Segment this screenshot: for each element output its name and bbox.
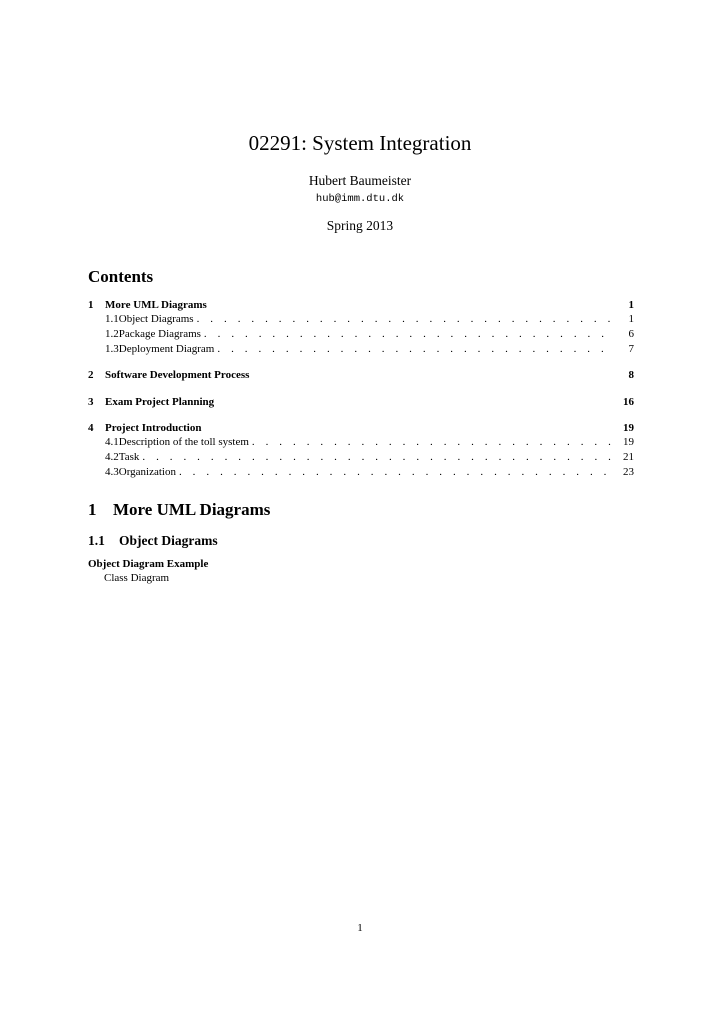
toc-entry-label: More UML Diagrams — [105, 299, 207, 311]
toc-entry-number: 4 — [88, 422, 94, 434]
toc-entry-page: 1 — [628, 299, 634, 311]
toc-entry-number: 1.1 — [105, 313, 119, 325]
toc-entry-label: Description of the toll system — [118, 436, 249, 448]
toc-entry-label: Package Diagrams — [118, 328, 201, 340]
toc-entry-page: 21 — [623, 451, 634, 463]
toc-entry-label: Organization — [118, 466, 176, 478]
section-title: More UML Diagrams — [113, 500, 271, 519]
toc-leader-dots — [217, 342, 614, 356]
toc-entry-number: 3 — [88, 396, 94, 408]
toc-entry-number: 4.2 — [105, 451, 119, 463]
toc-leader-dots — [197, 312, 614, 326]
toc-entry-2[interactable] — [88, 368, 634, 382]
author-name: Hubert Baumeister — [308, 173, 412, 188]
toc-leader-dots — [204, 327, 614, 341]
subsection-heading — [88, 532, 218, 549]
section-number: 1 — [88, 500, 97, 519]
toc-entry-4-3[interactable] — [88, 465, 634, 479]
toc-entry-4[interactable] — [88, 421, 634, 435]
paragraph-text: Class Diagram — [104, 572, 170, 584]
subsection-title: Object Diagrams — [119, 533, 218, 548]
toc-entry-page: 19 — [623, 436, 634, 448]
toc-leader-dots — [142, 450, 614, 464]
toc-entry-number: 1.2 — [105, 328, 119, 340]
toc-entry-page: 7 — [628, 343, 634, 355]
toc-entry-page: 6 — [628, 328, 634, 340]
document-title: 02291: System Integration — [248, 131, 472, 155]
toc-entry-number: 1.3 — [105, 343, 119, 355]
subsection-number: 1.1 — [88, 533, 105, 548]
toc-entry-1[interactable] — [88, 298, 634, 312]
toc-entry-4-1[interactable] — [88, 435, 634, 449]
toc-entry-4-2[interactable] — [88, 450, 634, 464]
toc-entry-label: Object Diagrams — [118, 313, 194, 325]
toc-leader-dots — [179, 465, 614, 479]
toc-entry-label: Project Introduction — [105, 422, 202, 434]
toc-entry-page: 16 — [623, 396, 634, 408]
toc-entry-number: 4.3 — [105, 466, 119, 478]
toc-entry-1-1[interactable] — [88, 312, 634, 326]
toc-entry-label: Software Development Process — [105, 369, 250, 381]
toc-entry-page: 19 — [623, 422, 634, 434]
document-date: Spring 2013 — [326, 218, 394, 233]
contents-heading: Contents — [88, 267, 154, 286]
page-number: 1 — [357, 922, 363, 934]
toc-entry-label: Task — [118, 451, 140, 463]
toc-entry-label: Exam Project Planning — [105, 396, 215, 408]
toc-entry-number: 4.1 — [105, 436, 119, 448]
toc-entry-page: 8 — [628, 369, 634, 381]
toc-entry-number: 2 — [88, 369, 94, 381]
section-heading — [88, 499, 270, 521]
toc-entry-page: 1 — [628, 313, 634, 325]
toc-entry-number: 1 — [88, 299, 94, 311]
toc-entry-label: Deployment Diagram — [118, 343, 215, 355]
toc-entry-3[interactable] — [88, 395, 634, 409]
toc-leader-dots — [252, 435, 614, 449]
toc-entry-1-2[interactable] — [88, 327, 634, 341]
paragraph-heading: Object Diagram Example — [88, 558, 209, 570]
toc-entry-1-3[interactable] — [88, 342, 634, 356]
author-email[interactable]: hub@imm.dtu.dk — [315, 193, 405, 205]
toc-entry-page: 23 — [623, 466, 634, 478]
